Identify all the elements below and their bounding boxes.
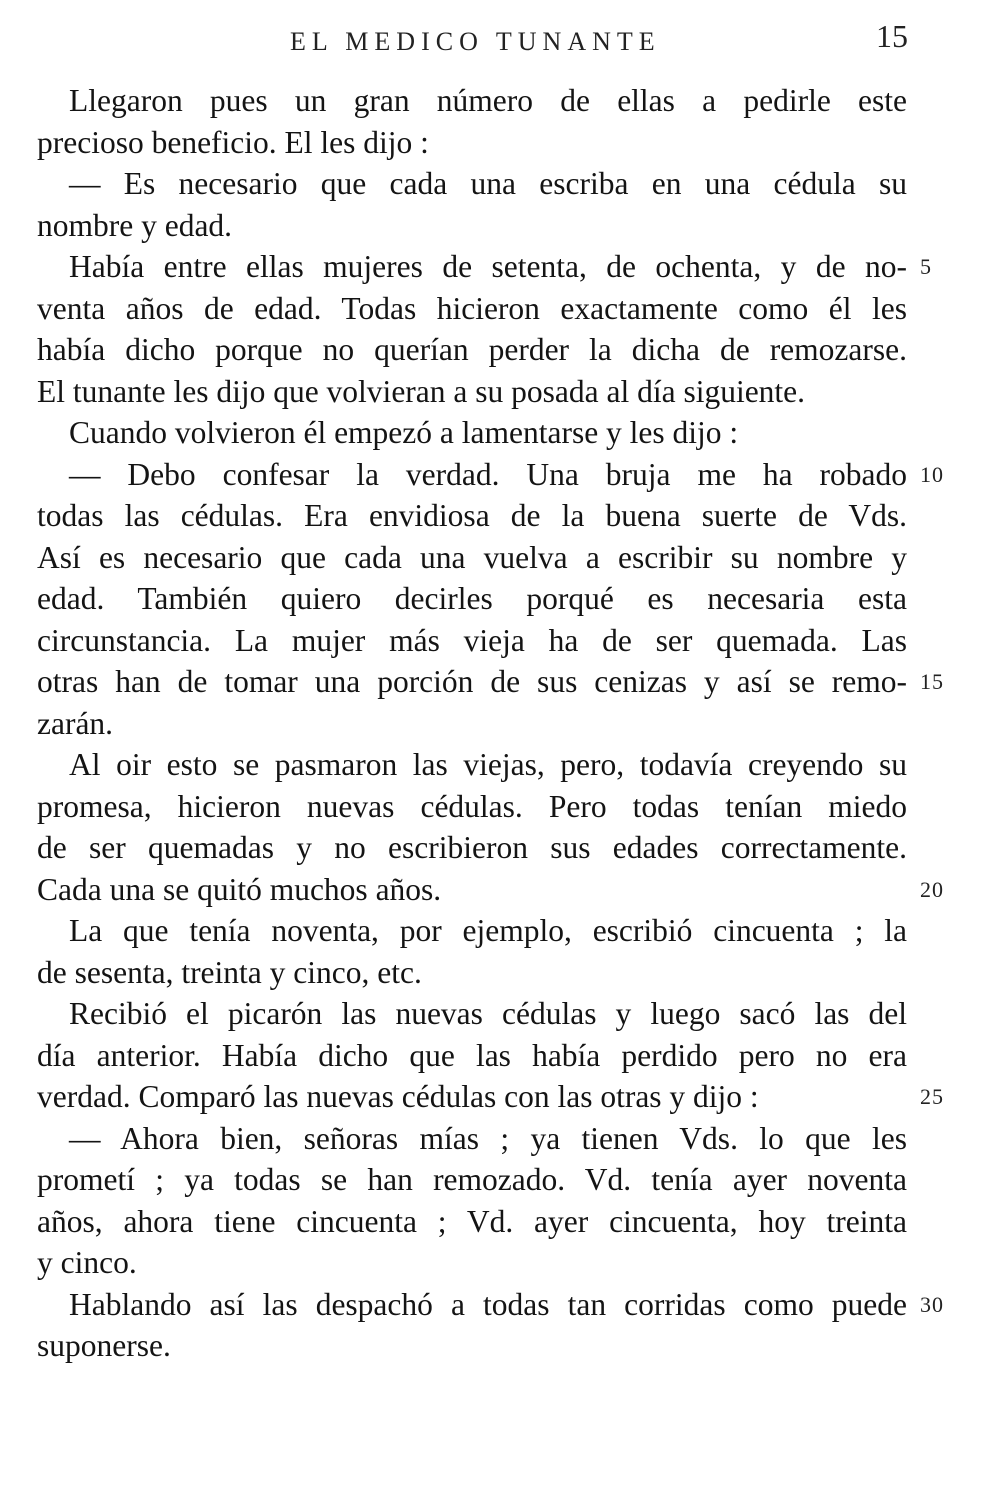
text-line: verdad. Comparó las nuevas cédulas con las otras y dijo : bbox=[37, 1079, 759, 1114]
line-number: 10 bbox=[920, 461, 944, 487]
text-line: otras han de tomar una porción de sus cenizas y así se remo- bbox=[37, 664, 907, 699]
text-line: Así es necesario que cada una vuelva a escribir su nombre y bbox=[37, 539, 907, 575]
text-line: Cuando volvieron él empezó a lamentarse y les dijo : bbox=[69, 415, 739, 450]
text-line: Hablando así las despachó a todas tan corridas como puede bbox=[69, 1286, 907, 1322]
text-line: todas las cédulas. Era envidiosa de la buena suerte de Vds. bbox=[37, 498, 907, 533]
text-line: había dicho porque no querían perder la dicha de remozarse. bbox=[37, 332, 907, 367]
line-number: 30 bbox=[920, 1291, 944, 1317]
text-line: día anterior. Había dicho que las había perdido pero no era bbox=[37, 1037, 907, 1073]
body-text bbox=[37, 80, 907, 1367]
text-line: Cada una se quitó muchos años. bbox=[37, 871, 442, 907]
text-line: y cinco. bbox=[37, 1245, 137, 1280]
text-line: de ser quemadas y no escribieron sus edades correctamente. bbox=[37, 830, 907, 865]
line-number: 5 bbox=[920, 254, 932, 279]
line-number: 25 bbox=[920, 1084, 944, 1109]
text-line: venta años de edad. Todas hicieron exactamente como él les bbox=[37, 290, 907, 326]
text-line: Había entre ellas mujeres de setenta, de ochenta, y de no- bbox=[69, 249, 907, 284]
text-line: prometí ; ya todas se han remozado. Vd. tenía ayer noventa bbox=[37, 1162, 907, 1197]
text-line: — Debo confesar la verdad. Una bruja me ha robado bbox=[69, 456, 907, 492]
text-line: — Es necesario que cada una escriba en una cédula su bbox=[69, 166, 907, 201]
text-line: Recibió el picarón las nuevas cédulas y luego sacó las del bbox=[69, 996, 907, 1031]
text-line: El tunante les dijo que volvieran a su posada al día siguiente. bbox=[37, 373, 806, 409]
text-line: edad. También quiero decirles porqué es necesaria esta bbox=[37, 581, 907, 616]
text-line: La que tenía noventa, por ejemplo, escribió cincuenta ; la bbox=[69, 913, 907, 948]
text-line: años, ahora tiene cincuenta ; Vd. ayer cincuenta, hoy treinta bbox=[37, 1203, 907, 1239]
text-line: precioso beneficio. El les dijo : bbox=[37, 124, 429, 160]
text-line: — Ahora bien, señoras mías ; ya tienen Vds. lo que les bbox=[69, 1120, 907, 1156]
text-line: nombre y edad. bbox=[37, 207, 233, 243]
page-number: 15 bbox=[876, 18, 908, 54]
line-number: 15 bbox=[920, 669, 944, 694]
running-title: EL MEDICO TUNANTE bbox=[290, 27, 661, 56]
text-line: circunstancia. La mujer más vieja ha de ser quemada. Las bbox=[37, 622, 907, 658]
line-number: 20 bbox=[920, 876, 944, 902]
text-line: zarán. bbox=[37, 705, 114, 741]
text-line: Al oir esto se pasmaron las viejas, pero, todavía creyendo su bbox=[69, 747, 907, 782]
text-line: de sesenta, treinta y cinco, etc. bbox=[37, 954, 422, 990]
text-line: promesa, hicieron nuevas cédulas. Pero todas tenían miedo bbox=[37, 788, 907, 824]
text-line: Llegaron pues un gran número de ellas a pedirle este bbox=[69, 83, 907, 118]
text-line: suponerse. bbox=[37, 1328, 171, 1363]
